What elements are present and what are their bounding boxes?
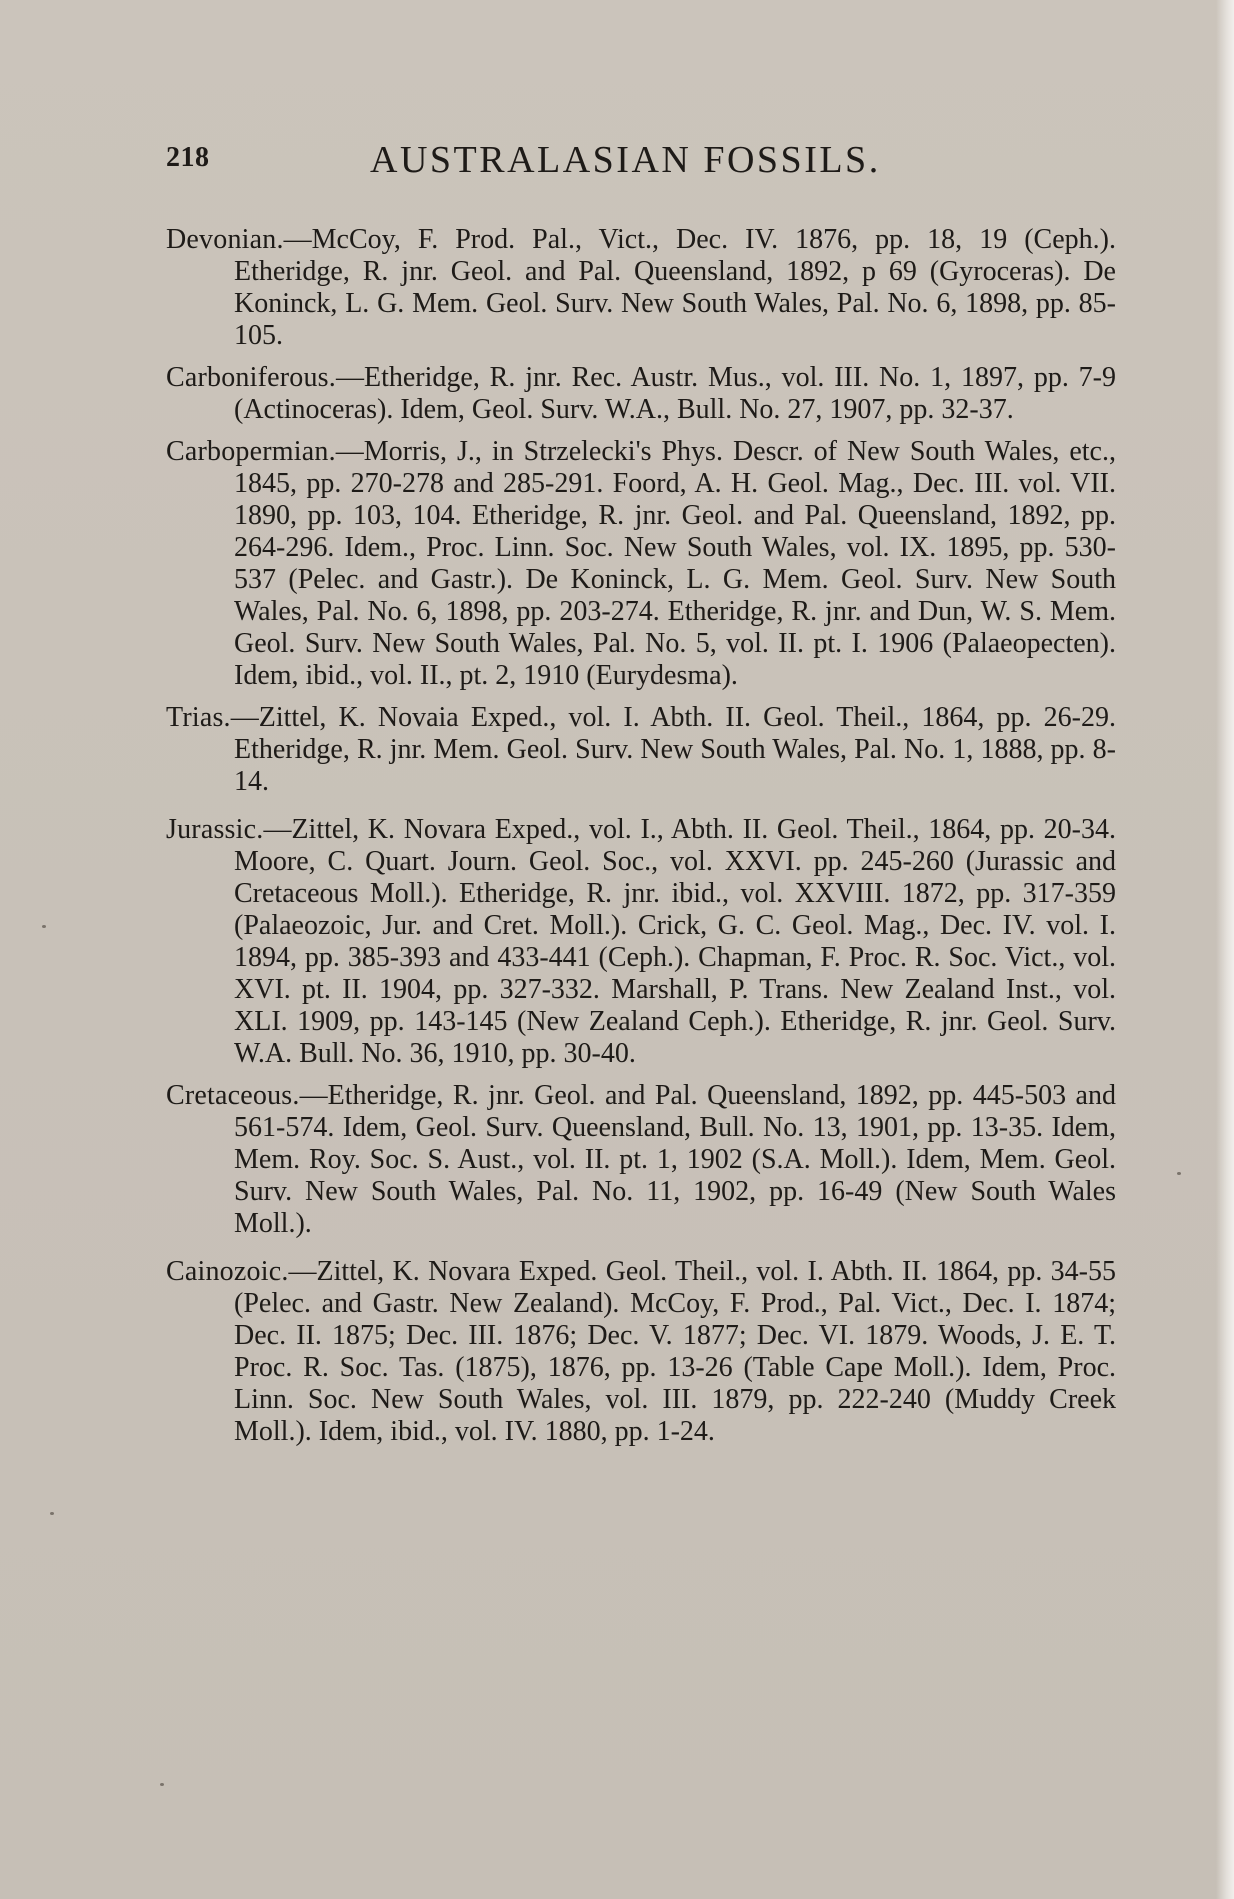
- period-label: Devonian.: [166, 224, 284, 255]
- entry-text: McCoy, F. Prod. Pal., Vict., Dec. IV. 1876, pp. 18, 19 (Ceph.). Etheridge, R. jnr. Geol. and Pal. Queensland, 1892, p 69 (Gyroceras). De Koninck, L. G. Mem. Geol. Surv. New South Wales, Pal. No. 6, 1898, pp. 85-105.: [234, 224, 1116, 351]
- page-edge: [1216, 0, 1234, 1899]
- period-label: Carbopermian.: [166, 436, 336, 467]
- entry-text: Etheridge, R. jnr. Geol. and Pal. Queensland, 1892, pp. 445-503 and 561-574. Idem, Geol. Surv. Queensland, Bull. No. 13, 1901, pp. 13-35. Idem, Mem. Roy. Soc. S. Aust., vol. II. pt. 1, 1902 (S.A. Moll.). Idem, Mem. Geol. Surv. New South Wales, Pal. No. 11, 1902, pp. 16-49 (New South Wales Moll.).: [234, 1080, 1116, 1239]
- entry-text: Zittel, K. Novara Exped., vol. I., Abth. II. Geol. Theil., 1864, pp. 20-34. Moore, C. Quart. Journ. Geol. Soc., vol. XXVI. pp. 245-260 (Jurassic and Cretaceous Moll.). Etheridge, R. jnr. ibid., vol. XXVIII. 1872, pp. 317-359 (Palaeozoic, Jur. and Cret. Moll.). Crick, G. C. Geol. Mag., Dec. IV. vol. I. 1894, pp. 385-393 and 433-441 (Ceph.). Chapman, F. Proc. R. Soc. Vict., vol. XVI. pt. II. 1904, pp. 327-332. Marshall, P. Trans. New Zealand Inst., vol. XLI. 1909, pp. 143-145 (New Zealand Ceph.). Etheridge, R. jnr. Geol. Surv. W.A. Bull. No. 36, 1910, pp. 30-40.: [234, 814, 1116, 1069]
- period-label: Cainozoic.: [166, 1256, 289, 1287]
- page-number: 218: [166, 142, 210, 173]
- entry-devonian: Devonian.—McCoy, F. Prod. Pal., Vict., Dec. IV. 1876, pp. 18, 19 (Ceph.). Etheridge, R. jnr. Geol. and Pal. Queensland, 1892, p 69 (Gyroceras). De Koninck, L. G. Mem. Geol. Surv. New South Wales, Pal. No. 6, 1898, pp. 85-105.: [166, 224, 1116, 351]
- entry-text: Zittel, K. Novara Exped. Geol. Theil., vol. I. Abth. II. 1864, pp. 34-55 (Pelec. and Gastr. New Zealand). McCoy, F. Prod., Pal. Vict., Dec. I. 1874; Dec. II. 1875; Dec. III. 1876; Dec. V. 1877; Dec. VI. 1879. Woods, J. E. T. Proc. R. Soc. Tas. (1875), 1876, pp. 13-26 (Table Cape Moll.). Idem, Proc. Linn. Soc. New South Wales, vol. III. 1879, pp. 222-240 (Muddy Creek Moll.). Idem, ibid., vol. IV. 1880, pp. 1-24.: [234, 1256, 1116, 1447]
- entry-carbopermian: Carbopermian.—Morris, J., in Strzelecki's Phys. Descr. of New South Wales, etc., 1845, pp. 270-278 and 285-291. Foord, A. H. Geol. Mag., Dec. III. vol. VII. 1890, pp. 103, 104. Etheridge, R. jnr. Geol. and Pal. Queensland, 1892, pp. 264-296. Idem., Proc. Linn. Soc. New South Wales, vol. IX. 1895, pp. 530-537 (Pelec. and Gastr.). De Koninck, L. G. Mem. Geol. Surv. New South Wales, Pal. No. 6, 1898, pp. 203-274. Etheridge, R. jnr. and Dun, W. S. Mem. Geol. Surv. New South Wales, Pal. No. 5, vol. II. pt. I. 1906 (Palaeopecten). Idem, ibid., vol. II., pt. 2, 1910 (Eurydesma).: [166, 436, 1116, 691]
- period-label: Cretaceous.: [166, 1080, 300, 1111]
- bibliography-list: [166, 224, 1116, 1458]
- page-header: [166, 138, 1116, 188]
- entry-text: Etheridge, R. jnr. Rec. Austr. Mus., vol. III. No. 1, 1897, pp. 7-9 (Actinoceras). Idem, Geol. Surv. W.A., Bull. No. 27, 1907, pp. 32-37.: [234, 362, 1116, 425]
- entry-trias: Trias.—Zittel, K. Novaia Exped., vol. I. Abth. II. Geol. Theil., 1864, pp. 26-29. Etheridge, R. jnr. Mem. Geol. Surv. New South Wales, Pal. No. 1, 1888, pp. 8-14.: [166, 702, 1116, 797]
- period-label: Carboniferous.: [166, 362, 336, 393]
- paper-speck: [42, 925, 46, 928]
- period-label: Jurassic.: [166, 814, 264, 845]
- entry-cainozoic: Cainozoic.—Zittel, K. Novara Exped. Geol. Theil., vol. I. Abth. II. 1864, pp. 34-55 (Pelec. and Gastr. New Zealand). McCoy, F. Prod., Pal. Vict., Dec. I. 1874; Dec. II. 1875; Dec. III. 1876; Dec. V. 1877; Dec. VI. 1879. Woods, J. E. T. Proc. R. Soc. Tas. (1875), 1876, pp. 13-26 (Table Cape Moll.). Idem, Proc. Linn. Soc. New South Wales, vol. III. 1879, pp. 222-240 (Muddy Creek Moll.). Idem, ibid., vol. IV. 1880, pp. 1-24.: [166, 1256, 1116, 1447]
- entry-jurassic: Jurassic.—Zittel, K. Novara Exped., vol. I., Abth. II. Geol. Theil., 1864, pp. 20-34. Moore, C. Quart. Journ. Geol. Soc., vol. XXVI. pp. 245-260 (Jurassic and Cretaceous Moll.). Etheridge, R. jnr. ibid., vol. XXVIII. 1872, pp. 317-359 (Palaeozoic, Jur. and Cret. Moll.). Crick, G. C. Geol. Mag., Dec. IV. vol. I. 1894, pp. 385-393 and 433-441 (Ceph.). Chapman, F. Proc. R. Soc. Vict., vol. XVI. pt. II. 1904, pp. 327-332. Marshall, P. Trans. New Zealand Inst., vol. XLI. 1909, pp. 143-145 (New Zealand Ceph.). Etheridge, R. jnr. Geol. Surv. W.A. Bull. No. 36, 1910, pp. 30-40.: [166, 814, 1116, 1069]
- paper-speck: [1177, 1172, 1181, 1175]
- period-label: Trias.: [166, 702, 231, 733]
- entry-carboniferous: Carboniferous.—Etheridge, R. jnr. Rec. Austr. Mus., vol. III. No. 1, 1897, pp. 7-9 (Actinoceras). Idem, Geol. Surv. W.A., Bull. No. 27, 1907, pp. 32-37.: [166, 362, 1116, 425]
- entry-cretaceous: Cretaceous.—Etheridge, R. jnr. Geol. and Pal. Queensland, 1892, pp. 445-503 and 561-574. Idem, Geol. Surv. Queensland, Bull. No. 13, 1901, pp. 13-35. Idem, Mem. Roy. Soc. S. Aust., vol. II. pt. 1, 1902 (S.A. Moll.). Idem, Mem. Geol. Surv. New South Wales, Pal. No. 11, 1902, pp. 16-49 (New South Wales Moll.).: [166, 1080, 1116, 1239]
- paper-speck: [50, 1512, 54, 1515]
- entry-text: Zittel, K. Novaia Exped., vol. I. Abth. II. Geol. Theil., 1864, pp. 26-29. Etheridge, R. jnr. Mem. Geol. Surv. New South Wales, Pal. No. 1, 1888, pp. 8-14.: [234, 702, 1116, 797]
- entry-text: Morris, J., in Strzelecki's Phys. Descr. of New South Wales, etc., 1845, pp. 270-278 and 285-291. Foord, A. H. Geol. Mag., Dec. III. vol. VII. 1890, pp. 103, 104. Etheridge, R. jnr. Geol. and Pal. Queensland, 1892, pp. 264-296. Idem., Proc. Linn. Soc. New South Wales, vol. IX. 1895, pp. 530-537 (Pelec. and Gastr.). De Koninck, L. G. Mem. Geol. Surv. New South Wales, Pal. No. 6, 1898, pp. 203-274. Etheridge, R. jnr. and Dun, W. S. Mem. Geol. Surv. New South Wales, Pal. No. 5, vol. II. pt. I. 1906 (Palaeopecten). Idem, ibid., vol. II., pt. 2, 1910 (Eurydesma).: [234, 436, 1116, 691]
- running-title: AUSTRALASIAN FOSSILS.: [370, 139, 881, 181]
- paper-speck: [160, 1783, 164, 1786]
